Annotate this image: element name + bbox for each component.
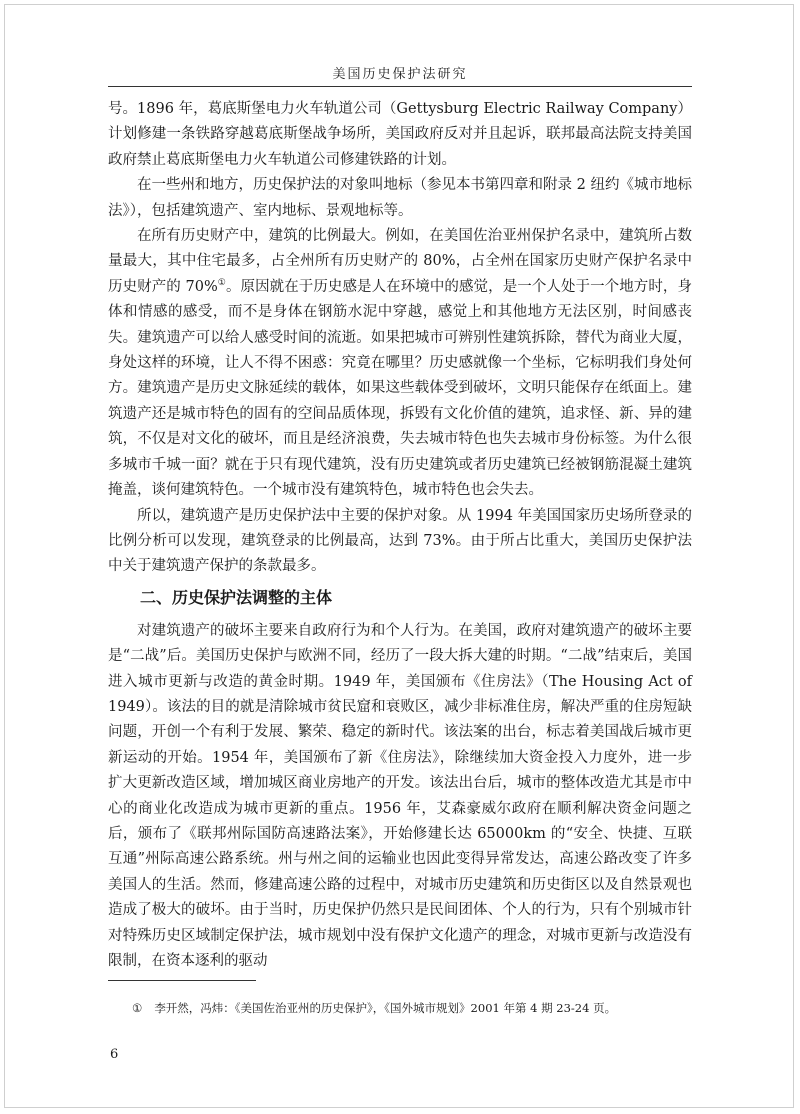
section-heading: 二、历史保护法调整的主体 (140, 587, 333, 607)
running-header: 美国历史保护法研究 (332, 67, 468, 82)
page-number: 6 (110, 1047, 119, 1062)
paragraph-landmarks: 在一些州和地方，历史保护法的对象叫地标（参见本书第四章和附录 2 纽约《城市地标法》），包括建筑遗产、室内地标、景观地标等。 (108, 177, 692, 219)
header-rule (108, 86, 692, 87)
architecture-text-part1: 在所有历史财产中，建筑的比例最大。例如，在美国佐治亚州保护名录中，建筑所占数量最大，其中住宅最多，占全州所有历史财产的 80%，占全州在国家历史财产保护名录中历史财产的 70% (108, 228, 692, 295)
footnote-text: 李开然，冯炜：《美国佐治亚州的历史保护》，《国外城市规划》2001 年第 4 期 23-24 页。 (154, 1001, 617, 1015)
main-content (108, 97, 692, 974)
footnote-mark: ① (132, 1001, 143, 1015)
paragraph-destruction: 对建筑遗产的破坏主要来自政府行为和个人行为。在美国，政府对建筑遗产的破坏主要是“二战”后。美国历史保护与欧洲不同，经历了一段大拆大建的时期。“二战”结束后，美国进入城市更新与改造的黄金时期。1949 年，美国颁布《住房法》（The Housing Act of 1949）。该法的目的就是清除城市贫民窟和衰败区，减少非标准住房，解决严重的住房短缺问题，开创一个有利于发展、繁荣、稳定的新时代。该法案的出台，标志着美国战后城市更新运动的开始。1954 年，美国颁布了新《住房法》，除继续加大资金投入力度外，进一步扩大更新改造区域，增加城区商业房地产的开发。该法出台后，城市的整体改造尤其是市中心的商业化改造成为城市更新的重点。1956 年，艾森豪威尔政府在顺利解决资金问题之后，颁布了《联邦州际国防高速路法案》，开始修建长达 65000km 的“安全、快捷、互联互通”州际高速公路系统。州与州之间的运输业也因此变得异常发达，高速公路改变了许多美国人的生活。然而，修建高速公路的过程中，对城市历史建筑和历史街区以及自然景观也造成了极大的破坏。由于当时，历史保护仍然只是民间团体、个人的行为，只有个别城市针对特殊历史区域制定保护法，城市规划中没有保护文化遗产的理念，对城市更新与改造没有限制，在资本逐利的驱动 (108, 622, 692, 969)
footnote (132, 1000, 692, 1016)
footnote-reference[interactable]: ① (217, 278, 226, 289)
paragraph-main-object: 所以，建筑遗产是历史保护法中主要的保护对象。从 1994 年美国国家历史场所登录的比例分析可以发现，建筑登录的比例最高，达到 73%。由于所占比重大，美国历史保护法中关于建筑遗产保护的条款最多。 (108, 507, 692, 575)
footnote-rule (108, 980, 256, 981)
paragraph-gettysburg: 号。1896 年，葛底斯堡电力火车轨道公司（Gettysburg Electric Railway Company）计划修建一条铁路穿越葛底斯堡战争场所，美国政府反对并且起诉，联邦最高法院支持美国政府禁止葛底斯堡电力火车轨道公司修建铁路的计划。 (108, 101, 692, 168)
architecture-text-part2: 。原因就在于历史感是人在环境中的感觉，是一个人处于一个地方时，身体和情感的感受，而不是身体在钢筋水泥中穿越，感觉上和其他地方无法区别，时间感丧失。建筑遗产可以给人感受时间的流逝。如果把城市可辨别性建筑拆除，替代为商业大厦，身处这样的环境，让人不得不困惑：究竟在哪里？历史感就像一个坐标，它标明我们身处何方。建筑遗产是历史文脉延续的载体，如果这些载体受到破坏，文明只能保存在纸面上。建筑遗产还是城市特色的固有的空间品质体现，拆毁有文化价值的建筑，追求怪、新、异的建筑，不仅是对文化的破坏，而且是经济浪费，失去城市特色也失去城市身份标签。为什么很多城市千城一面？就在于只有现代建筑，没有历史建筑或者历史建筑已经被钢筋混凝土建筑掩盖，谈何建筑特色。一个城市没有建筑特色，城市特色也会失去。 (108, 278, 692, 499)
paragraph-architecture (108, 224, 692, 503)
